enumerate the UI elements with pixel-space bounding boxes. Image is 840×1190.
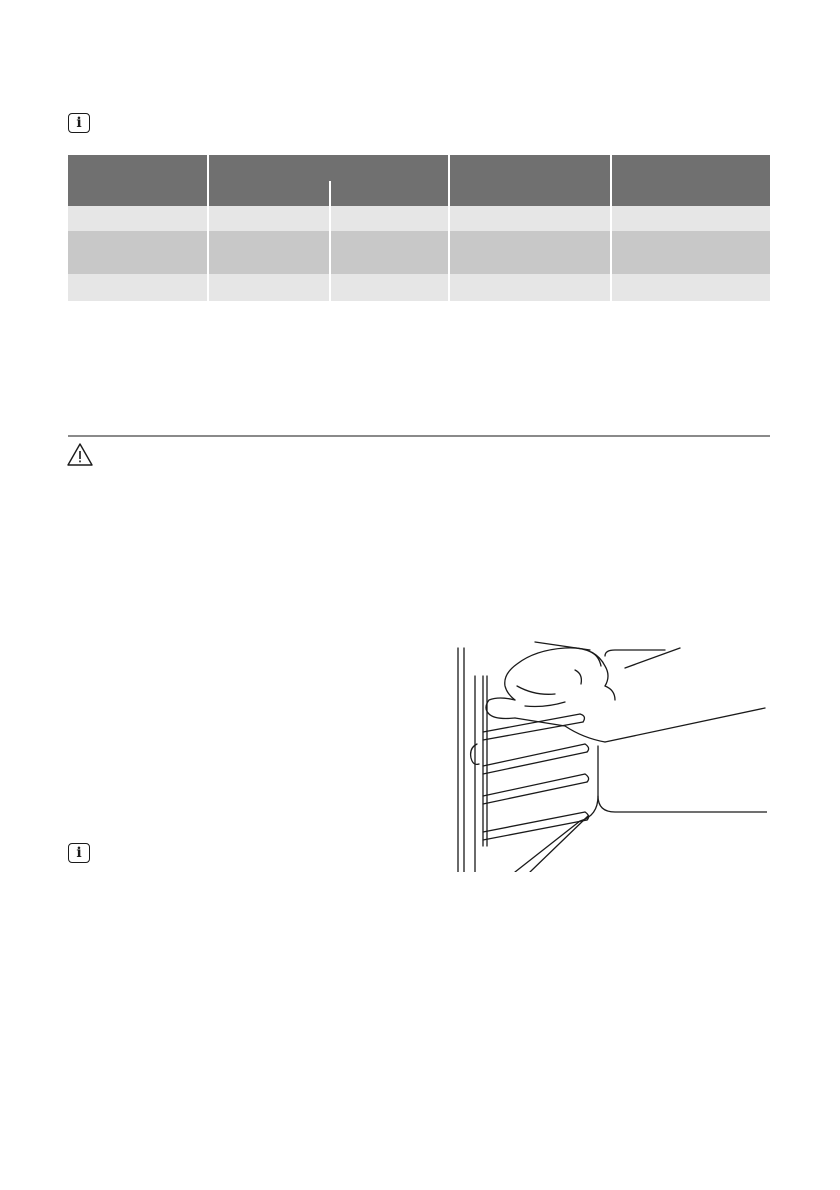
column-divider: [329, 181, 331, 301]
table-header-cell: [68, 155, 208, 206]
info-icon: [68, 113, 90, 133]
table-header-cell: [612, 155, 770, 206]
info-icon: [68, 843, 90, 863]
column-divider: [448, 155, 450, 301]
data-table: [68, 155, 770, 301]
table-row: [68, 274, 770, 301]
warning-triangle-icon: [66, 442, 94, 467]
table-header-cell: [450, 155, 610, 206]
table-row: [68, 206, 770, 231]
column-divider: [207, 155, 209, 301]
warning-divider: [68, 435, 770, 437]
hand-removing-shelf-support-icon: [455, 636, 767, 872]
column-divider: [610, 155, 612, 301]
table-row: [68, 231, 770, 274]
